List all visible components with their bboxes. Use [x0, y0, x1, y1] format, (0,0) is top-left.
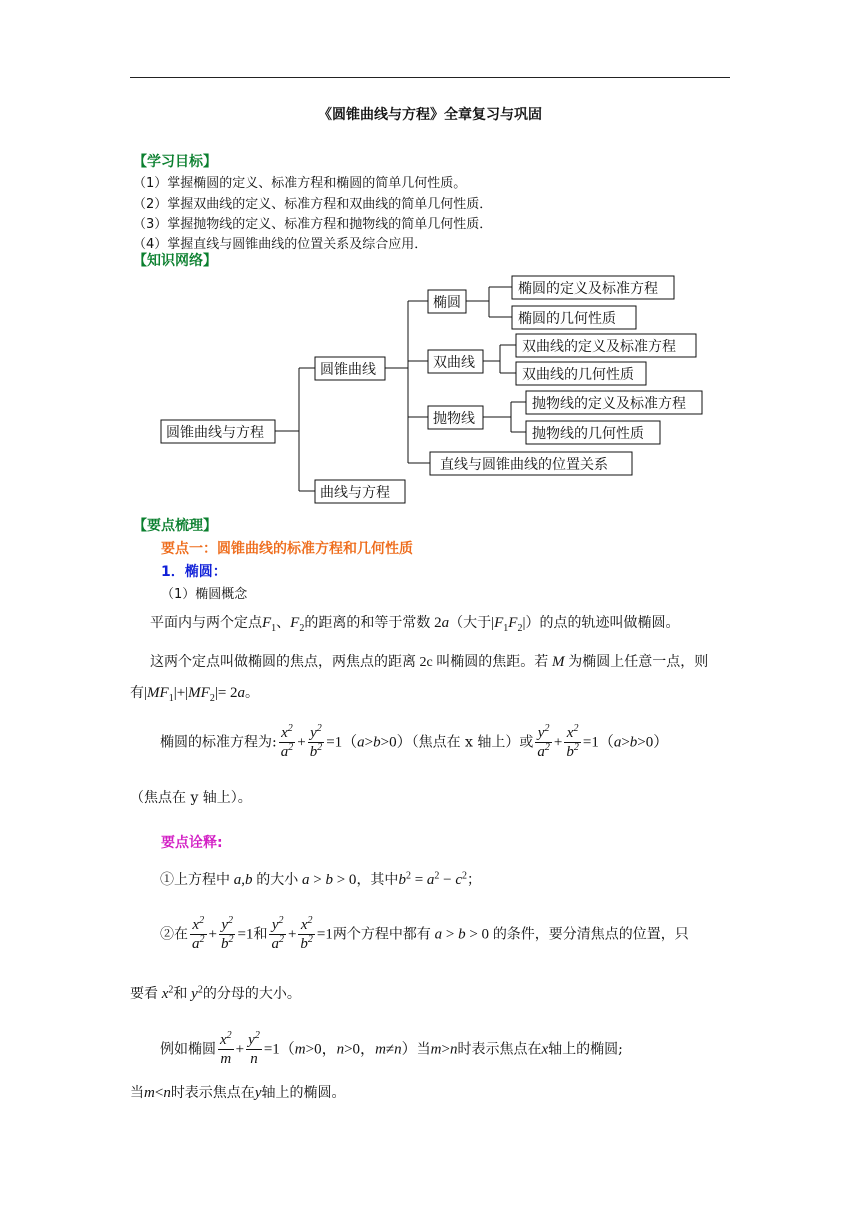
node-hyperbola-definition-label: 双曲线的定义及标准方程	[522, 339, 676, 355]
note-item-1: ①上方程中 a,b 的大小 a > b > 0，其中$b^2 = a^2 - c^2$；	[160, 870, 482, 888]
node-parabola-definition-label: 抛物线的定义及标准方程	[532, 396, 686, 412]
node-ellipse-geometry-label: 椭圆的几何性质	[518, 311, 616, 327]
page-title: 《圆锥曲线与方程》全章复习与巩固	[318, 107, 542, 123]
focus-equation: 有$|MF_1|+|MF_2|= 2a$。	[130, 685, 260, 704]
node-hyperbola-label: 双曲线	[433, 355, 475, 371]
standard-equation-tail: （焦点在 y 轴上）。	[130, 790, 252, 806]
focus-paragraph: 这两个定点叫做椭圆的焦点，两焦点的距离 2c 叫椭圆的焦距。若 M 为椭圆上任意一点，则	[150, 654, 709, 670]
example-line-2: 当m<n时表示焦点在y轴上的椭圆。	[130, 1085, 346, 1101]
standard-equation: 椭圆的标准方程为: $\frac{x^2}{a^2}$ + $\frac{y^2}{b^2}$ =1（a>b>0）（焦点在 x 轴上）或 $\frac{y^2}{a^2}$ + $\frac{x^2}{b^2}$ =1（a>b>0）	[160, 723, 669, 760]
definition-paragraph: 平面内与两个定点$F_1$、$F_2$的距离的和等于常数 2a（大于$|F_1F_2|$）的点的轨迹叫做椭圆。	[150, 615, 680, 634]
node-line-conic-label: 直线与圆锥曲线的位置关系	[440, 457, 608, 473]
node-root-label: 圆锥曲线与方程	[166, 425, 264, 441]
note-item-2-tail: 要看 $x^2$和 $y^2$的分母的大小。	[130, 984, 301, 1002]
node-hyperbola-geometry-label: 双曲线的几何性质	[522, 367, 634, 383]
key-point-heading: 要点一：圆锥曲线的标准方程和几何性质	[161, 541, 413, 557]
objective-item: （2）掌握双曲线的定义、标准方程和双曲线的简单几何性质．	[133, 197, 493, 212]
summary-heading: 【要点梳理】	[133, 518, 217, 534]
node-ellipse-definition-label: 椭圆的定义及标准方程	[518, 281, 658, 297]
node-ellipse-label: 椭圆	[433, 295, 461, 311]
concept-heading: （1）椭圆概念	[161, 587, 248, 602]
node-conic-label: 圆锥曲线	[320, 362, 376, 378]
objective-item: （4）掌握直线与圆锥曲线的位置关系及综合应用．	[133, 237, 428, 252]
node-curve-equation-label: 曲线与方程	[320, 485, 390, 501]
objectives-heading: 【学习目标】	[133, 154, 217, 170]
example-line-1: 例如椭圆 $\frac{x^2}{m}$ + $\frac{y^2}{n}$ =1（m>0，n>0，m≠n）当m>n时表示焦点在x轴上的椭圆;	[160, 1030, 623, 1067]
objective-item: （3）掌握抛物线的定义、标准方程和抛物线的简单几何性质．	[133, 217, 493, 232]
knowledge-network-diagram	[0, 0, 860, 520]
network-heading: 【知识网络】	[133, 253, 217, 269]
objective-item: （1）掌握椭圆的定义、标准方程和椭圆的简单几何性质。	[133, 176, 467, 191]
note-heading: 要点诠释:	[161, 835, 223, 851]
subsection-ellipse: 1．椭圆：	[161, 564, 227, 580]
node-parabola-label: 抛物线	[433, 411, 475, 427]
note-item-2: ②在 $\frac{x^2}{a^2}$ + $\frac{y^2}{b^2}$ =1和 $\frac{y^2}{a^2}$ + $\frac{x^2}{b^2}$ =1两个方程中都有 a > b > 0 的条件，要分清焦点的位置，只	[160, 915, 689, 952]
node-parabola-geometry-label: 抛物线的几何性质	[532, 426, 644, 442]
